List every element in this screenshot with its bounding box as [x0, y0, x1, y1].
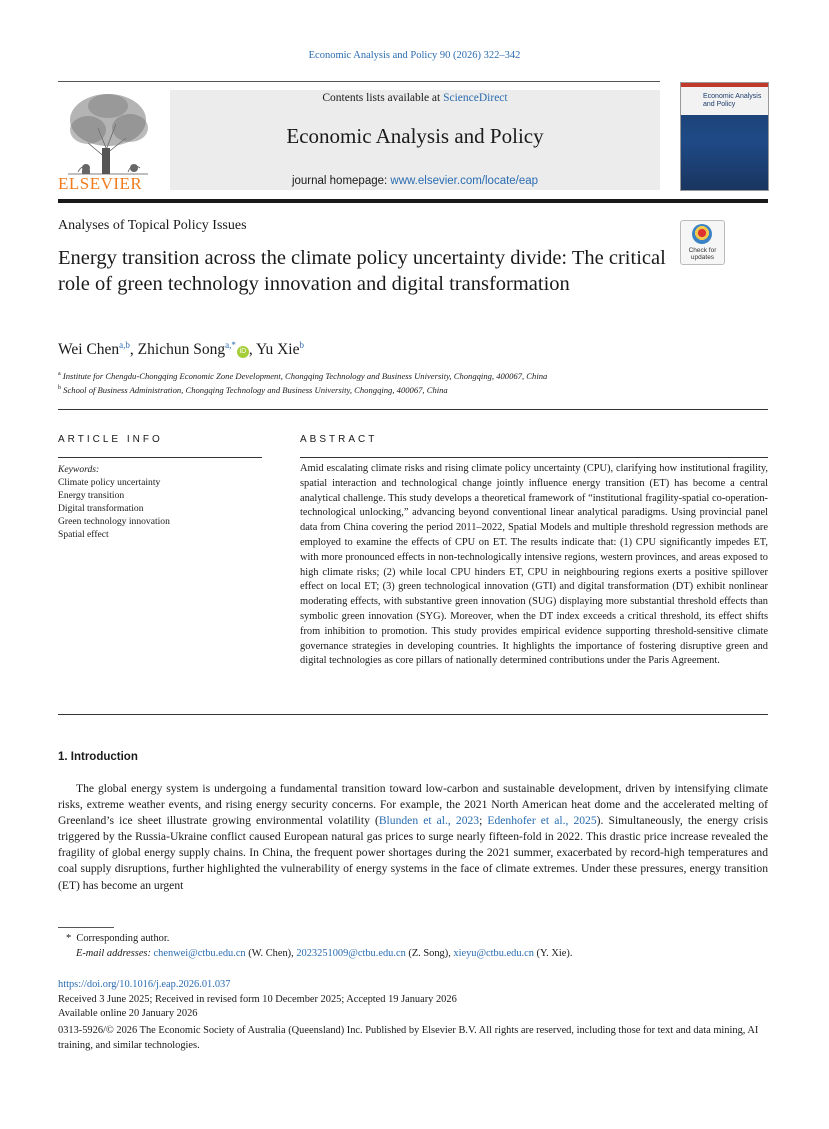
author-list: [58, 340, 304, 359]
abstract-bottom-rule: [58, 714, 768, 715]
affiliation-a: [58, 371, 547, 381]
publisher-name: ELSEVIER: [58, 174, 143, 193]
journal-citation[interactable]: Economic Analysis and Policy 90 (2026) 322–342: [308, 50, 521, 61]
keywords-label: Keywords:: [58, 464, 100, 475]
keyword-item: Digital transformation: [58, 503, 144, 514]
article-info-heading: ARTICLE INFO: [58, 434, 163, 445]
journal-homepage-link[interactable]: www.elsevier.com/locate/eap: [390, 175, 539, 187]
keyword-item: Spatial effect: [58, 529, 109, 540]
cover-red-strip: [681, 83, 768, 87]
contents-line: [170, 92, 660, 104]
affiliation-text: Institute for Chengdu-Chongqing Economic Zone Development, Chongqing Technology and Business University, Chongqing, 400067, China: [62, 371, 548, 381]
author-name[interactable]: Yu Xie: [256, 341, 300, 359]
corresponding-author-note: * Corresponding author.: [66, 933, 170, 944]
introduction-heading: 1. Introduction: [58, 751, 138, 763]
check-updates-icon: [692, 224, 712, 244]
author-separator: ,: [129, 341, 138, 359]
author-affil-mark[interactable]: b: [299, 340, 304, 350]
available-online: Available online 20 January 2026: [58, 1008, 198, 1019]
abstract-heading: ABSTRACT: [300, 434, 378, 445]
keyword-item: Energy transition: [58, 490, 125, 501]
copyright-notice: 0313-5926/© 2026 The Economic Society of Australia (Queensland) Inc. Published by Elsevier B.V. All rights are reserved, including those for text and data mining, AI training, and similar technologies.: [58, 1025, 759, 1051]
author-affil-mark[interactable]: a,*: [225, 340, 236, 350]
article-info-rule: [58, 457, 262, 458]
abstract-rule: [300, 457, 768, 458]
check-for-updates-badge[interactable]: [680, 220, 725, 265]
email-addresses: [76, 948, 572, 959]
email-owner: (Z. Song),: [405, 948, 454, 959]
intro-text-2: ). Simultaneously, the energy crisis triggered by the Russia-Ukraine conflict caused European natural gas prices to surge nearly fifteen-fold in 2022. This drastic price increase revealed the fragility of global energy supply chains. In China, the frequent power shortages during the 2021 summer, exacerbated by record-high temperatures and coal supply disruptions, further highlighted the vulnerability of energy systems in the face of climate extremes. Under these pressures, energy transition (ET) has become an urgent: [58, 814, 768, 892]
contents-prefix: Contents lists available at: [322, 92, 444, 104]
email-label: E-mail addresses:: [76, 948, 151, 959]
cover-journal-title: Economic Analysis and Policy: [703, 93, 762, 108]
affiliation-rule: [58, 409, 768, 410]
author-separator: ,: [248, 341, 257, 359]
introduction-paragraph: [58, 781, 768, 894]
email-link[interactable]: 2023251009@ctbu.edu.cn: [296, 948, 406, 959]
email-owner: (Y. Xie).: [533, 948, 573, 959]
email-link[interactable]: xieyu@ctbu.edu.cn: [453, 948, 534, 959]
email-owner: (W. Chen),: [245, 948, 297, 959]
header-top-rule: [58, 81, 660, 82]
doi-link[interactable]: https://doi.org/10.1016/j.eap.2026.01.037: [58, 979, 231, 990]
journal-cover-image[interactable]: [680, 82, 769, 191]
journal-homepage-line: [170, 175, 660, 187]
header-bottom-rule: [58, 199, 768, 203]
keywords-block: [58, 463, 268, 541]
author-name[interactable]: Zhichun Song: [137, 341, 226, 359]
keyword-item: Green technology innovation: [58, 516, 170, 527]
reference-link[interactable]: Edenhofer et al., 2025: [487, 814, 597, 828]
section-label: Analyses of Topical Policy Issues: [58, 218, 247, 233]
email-link[interactable]: chenwei@ctbu.edu.cn: [153, 948, 246, 959]
corresponding-label: Corresponding author.: [76, 933, 170, 944]
footnote-rule: [58, 927, 114, 928]
orcid-icon[interactable]: iD: [237, 346, 249, 358]
journal-title: Economic Analysis and Policy: [286, 124, 544, 148]
affiliation-text: School of Business Administration, Chongqing Technology and Business University, Chongqing, 400067, China: [63, 385, 448, 395]
affiliation-mark: a: [58, 371, 61, 378]
abstract-body: Amid escalating climate risks and rising climate policy uncertainty (CPU), clarifying how institutional fragility, spatial interaction and technological change jointly influence energy transition (ET) has become a central analytical challenge. This study develops a theoretical framework of “institutional fragility-spatial co-operation-technological unlocking,” advancing beyond conventional linear analytical paradigms. Using provincial panel data from China covering the period 2011–2022, Spatial Models and multiple threshold regression methods are employed to examine the effects of CPU on ET. The results indicate that: (1) CPU significantly impedes ET, with more pronounced effects in non-technologically intensive regions, western provinces, and areas exposed to high climate risks; (2) while local CPU hinders ET, CPU in neighbouring regions exerts a positive spillover effect on local ET; (3) green technological innovation (GTI) and digital transformation (DT) exhibit nonlinear moderating effects, with substantive green innovation (SUG) displaying more substantial threshold effects than symbolic green innovation (SYG). Moreover, when the DT index exceeds a critical threshold, its effect shifts from inhibition to promotion. This study provides empirical evidence supporting threshold-sensitive climate governance strategies in developing countries. It highlights the importance of fostering disruptive green and digital technologies as core pillars of nationally determined contributions under the Paris Agreement.: [300, 463, 768, 667]
affiliation-mark: b: [58, 385, 61, 392]
intro-text-1: The global energy system is undergoing a fundamental transition toward low-carbon and sustainable development, driven by intensifying climate risks, extreme weather events, and rising energy security concerns. For example, the 2021 North American heat dome and the accelerated melting of Greenland’s ice sheet illustrate growing environmental volatility (: [58, 782, 768, 828]
reference-link[interactable]: Blunden et al., 2023: [378, 814, 480, 828]
reference-separator: ;: [479, 814, 488, 828]
article-history: Received 3 June 2025; Received in revised form 10 December 2025; Accepted 19 January 2026: [58, 994, 457, 1005]
homepage-prefix: journal homepage:: [291, 175, 391, 187]
affiliation-b: [58, 385, 448, 395]
keyword-item: Climate policy uncertainty: [58, 477, 161, 488]
author-affil-mark[interactable]: a,b: [119, 340, 130, 350]
check-updates-label: Check for updates: [688, 247, 717, 261]
sciencedirect-link[interactable]: ScienceDirect: [443, 92, 508, 104]
author-name[interactable]: Wei Chen: [58, 341, 120, 359]
article-title: Energy transition across the climate policy uncertainty divide: The critical role of green technology innovation and digital transformation: [58, 247, 666, 295]
